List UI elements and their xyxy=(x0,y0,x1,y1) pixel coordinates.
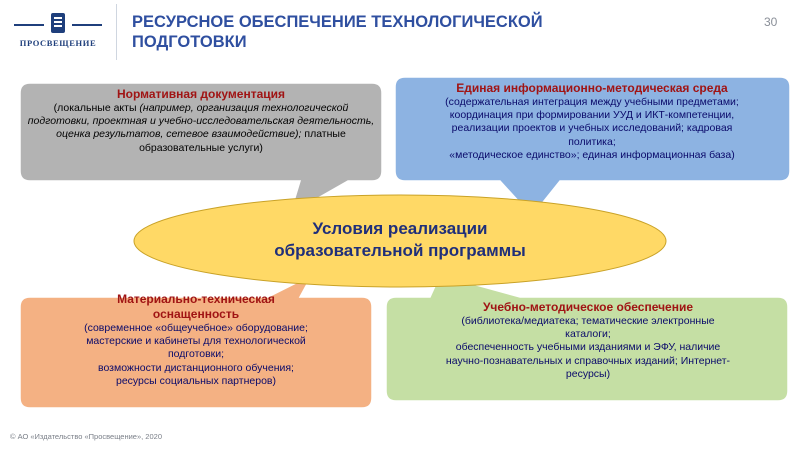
material-line-2: мастерские и кабинеты для технологической xyxy=(86,335,306,348)
edu-method-line-3: обеспеченность учебными изданиями и ЭФУ, наличие xyxy=(455,341,721,354)
title-line-2: ПОДГОТОВКИ xyxy=(132,33,247,51)
material-line-1: (современное «общеучебное» оборудование; xyxy=(84,322,308,334)
material-line-3: подготовки; xyxy=(167,348,225,361)
normative-line-2: платные образовательные услуги) xyxy=(139,128,346,154)
normative-text xyxy=(26,87,376,155)
edu-method-text xyxy=(392,300,784,381)
edu-method-line-5: ресурсы) xyxy=(565,367,611,380)
material-heading-1: Материально-техническая xyxy=(117,292,275,306)
material-heading-2: оснащенность xyxy=(152,307,240,321)
info-env-text xyxy=(399,81,785,162)
center-line-2: образовательной программы xyxy=(274,241,526,260)
center-line-1: Условия реализации xyxy=(312,219,488,238)
edu-method-line-2: каталоги; xyxy=(565,328,611,341)
page-number: 30 xyxy=(764,15,778,29)
info-env-heading: Единая информационно-методическая среда xyxy=(456,81,728,95)
info-env-line-2: координация при формировании УУД и ИКТ-компетенции, xyxy=(449,109,735,122)
material-text xyxy=(26,292,366,388)
edu-method-line-1: (библиотека/медиатека; тематические электронные xyxy=(461,315,715,327)
normative-examples: (например, организация технологической подготовки, проектная и учебно-исследовательская деятельность, оценка результатов, сетевое взаимодействие); xyxy=(27,102,375,141)
normative-heading: Нормативная документация xyxy=(116,87,286,101)
edu-method-heading: Учебно-методическое обеспечение xyxy=(482,300,694,314)
title-line-1: РЕСУРСНОЕ ОБЕСПЕЧЕНИЕ ТЕХНОЛОГИЧЕСКОЙ xyxy=(132,13,543,31)
normative-line-1: (локальные акты xyxy=(53,102,140,114)
normative-body xyxy=(26,102,376,155)
center-title xyxy=(150,218,650,262)
copyright: © АО «Издательство «Просвещение», 2020 xyxy=(10,432,162,441)
material-line-5: ресурсы социальных партнеров) xyxy=(116,374,276,387)
info-env-line-3: реализации проектов и учебных исследований; кадровая xyxy=(451,122,733,135)
material-line-4: возможности дистанционного обучения; xyxy=(98,361,294,374)
edu-method-line-4: научно-познавательных и справочных изданий; Интернет- xyxy=(445,354,731,367)
info-env-line-1: (содержательная интеграция между учебными предметами; xyxy=(445,96,739,108)
info-env-line-5: «методическое единство»; единая информационная база) xyxy=(449,148,735,161)
logo-text: ПРОСВЕЩЕНИЕ xyxy=(19,38,97,48)
info-env-line-4: политика; xyxy=(568,135,616,148)
